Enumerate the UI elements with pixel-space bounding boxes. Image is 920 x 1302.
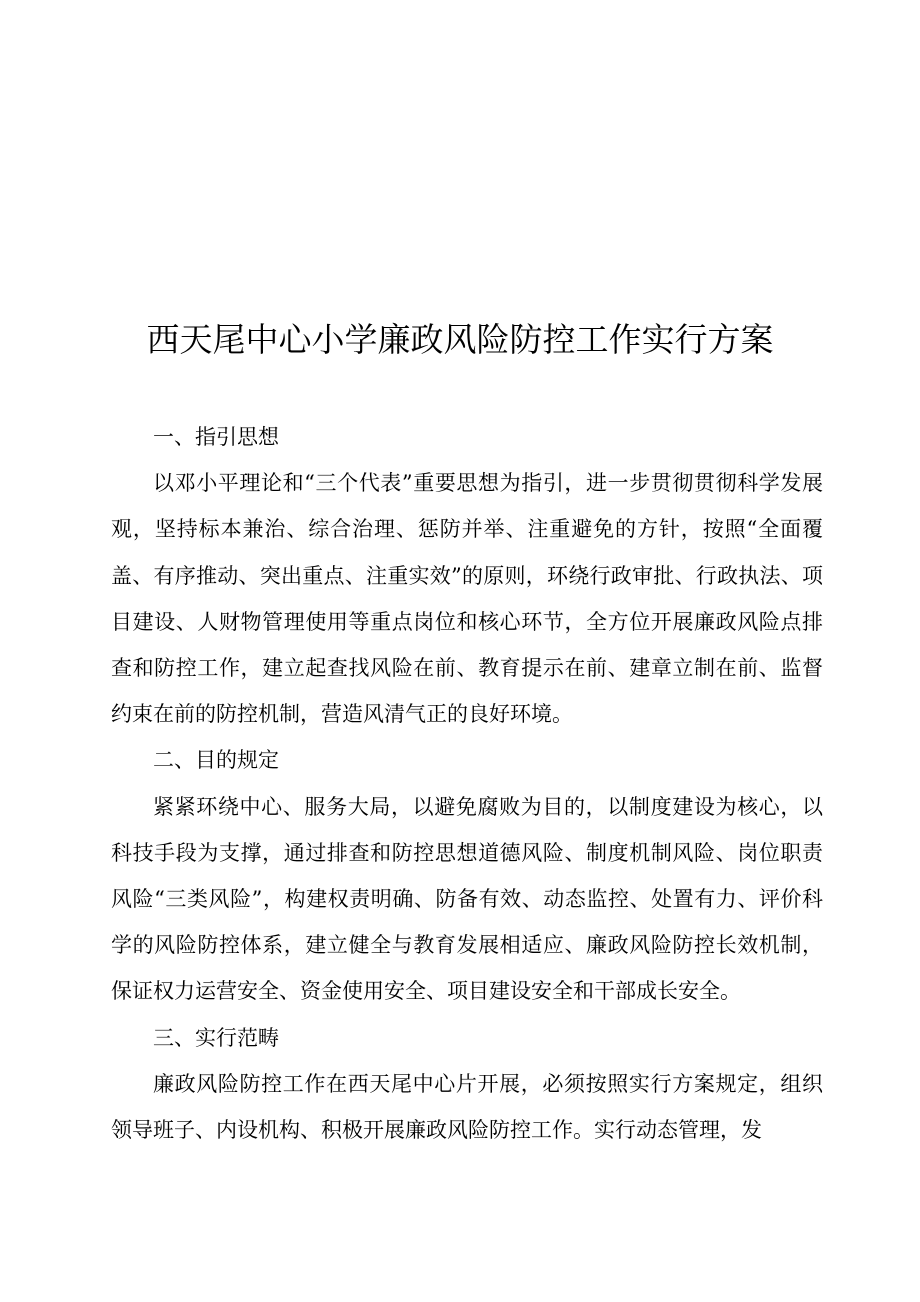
document-title: 西天尾中心小学廉政风险防控工作实行方案 xyxy=(146,320,774,359)
section-heading-scope: 三、实行范畴 xyxy=(153,1025,279,1050)
section-paragraph-scope: 廉政风险防控工作在西天尾中心片开展，必须按照实行方案规定，组织领导班子、内设机构、积极开展廉政风险防控工作。实行动态管理，发 xyxy=(111,1071,823,1143)
document-body xyxy=(111,414,823,1153)
section-paragraph-guiding-ideology: 以邓小平理论和“三个代表”重要思想为指引，进一步贯彻贯彻科学发展观，坚持标本兼治、综合治理、惩防并举、注重避免的方针，按照“全面覆盖、有序推动、突出重点、注重实效”的原则，环绕行政审批、行政执法、项目建设、人财物管理使用等重点岗位和核心环节，全方位开展廉政风险点排查和防控工作，建立起查找风险在前、教育提示在前、建章立制在前、监督约束在前的防控机制，营造风清气正的良好环境。 xyxy=(111,471,823,727)
section-heading-objectives: 二、目的规定 xyxy=(153,748,279,773)
section-heading-guiding-ideology: 一、指引思想 xyxy=(153,425,279,449)
section-paragraph-objectives: 紧紧环绕中心、服务大局，以避免腐败为目的，以制度建设为核心，以科技手段为支撑，通过排查和防控思想道德风险、制度机制风险、岗位职责风险“三类风险”，构建权责明确、防备有效、动态监控、处置有力、评价科学的风险防控体系，建立健全与教育发展相适应、廉政风险防控长效机制，保证权力运营安全、资金使用安全、项目建设安全和干部成长安全。 xyxy=(111,794,823,1004)
